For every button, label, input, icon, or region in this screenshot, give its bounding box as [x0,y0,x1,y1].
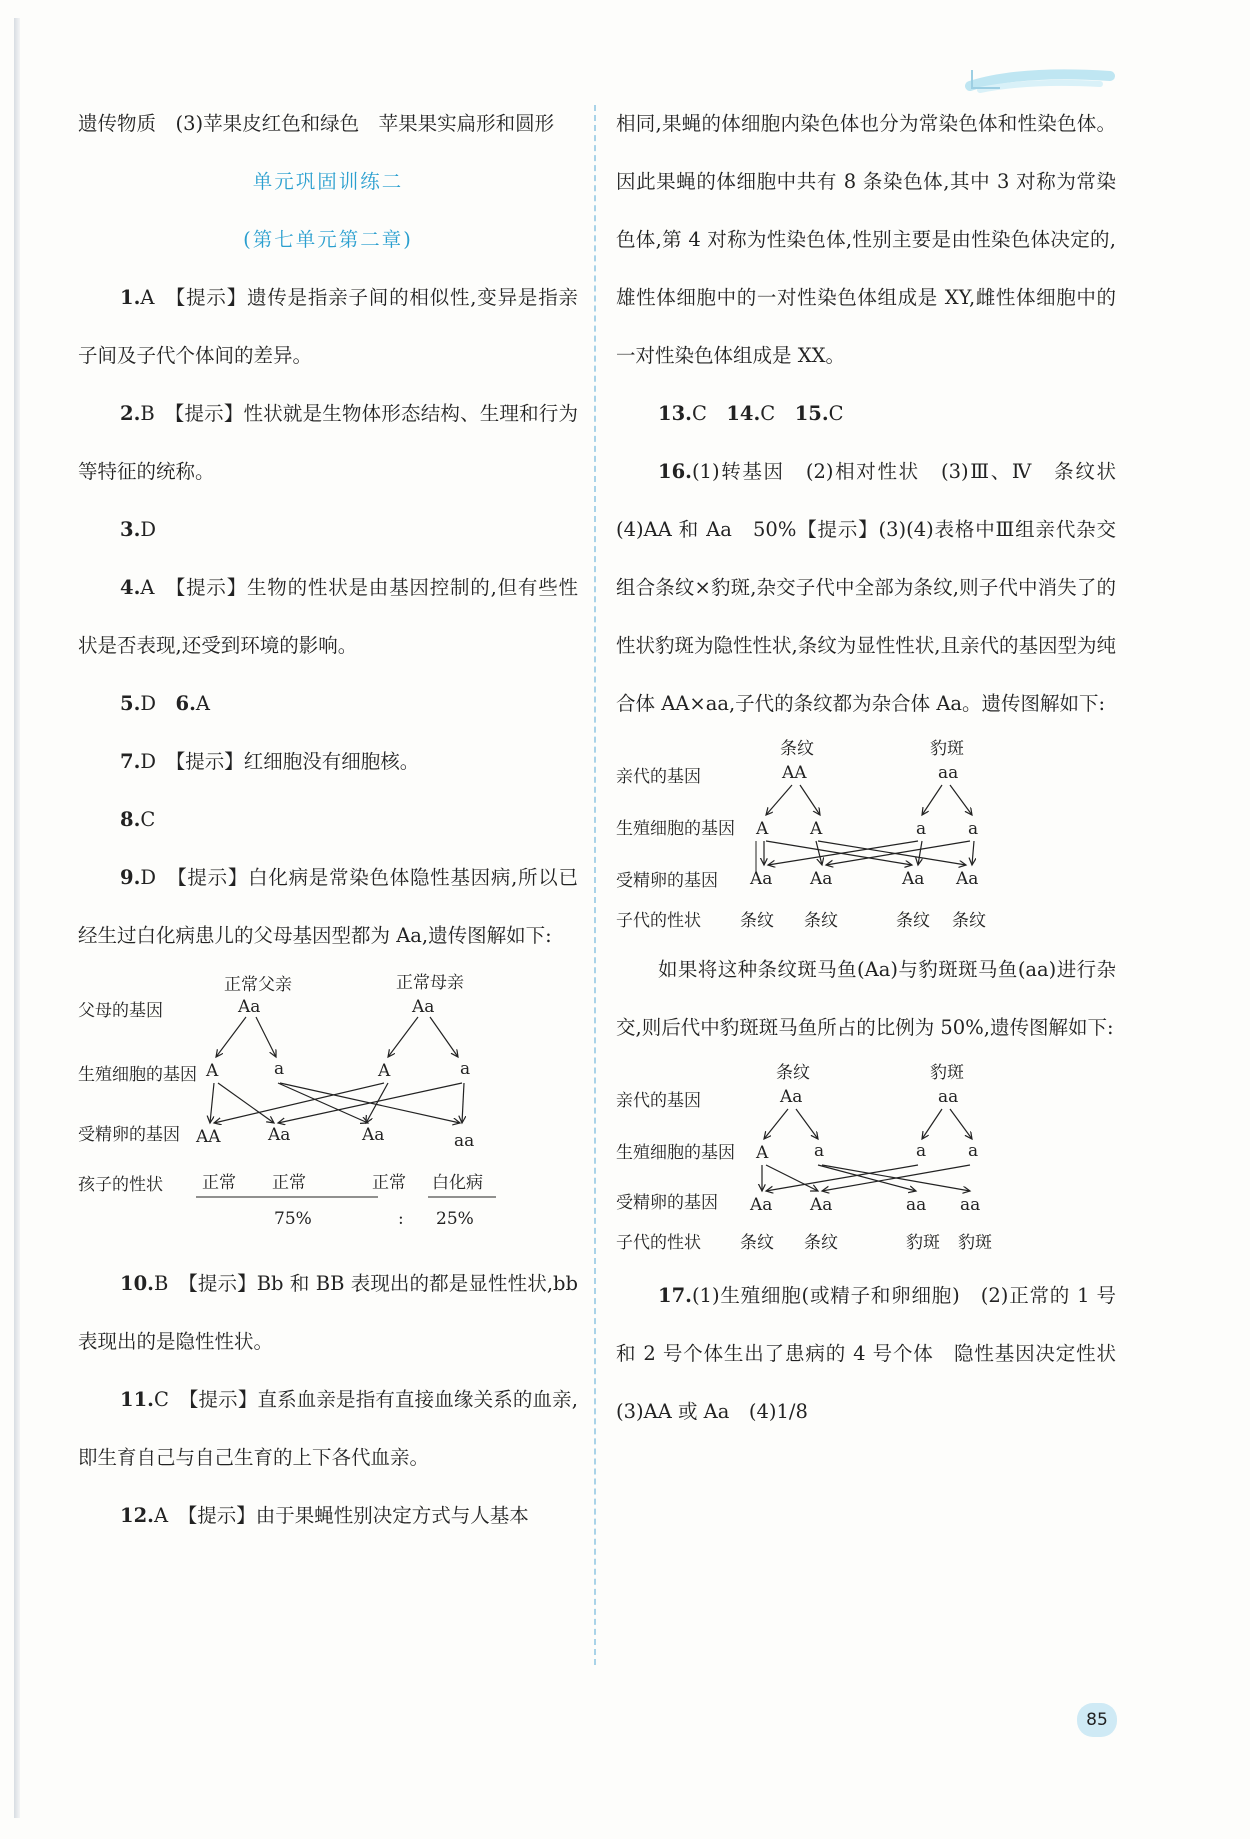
parent2-label: 豹斑 [930,739,964,759]
zygote: Aa [902,869,925,889]
answer-13-15: 13.C 14.C 15.C [658,402,844,425]
parent1-genotype: Aa [780,1087,803,1107]
zygote: Aa [268,1125,291,1145]
parent2-genotype: aa [938,1087,959,1107]
row-label-traits: 孩子的性状 [78,1175,163,1195]
gamete: a [916,819,927,839]
answer-17: 17.(1)生殖细胞(或精子和卵细胞) (2)正常的 1 号和 2 号个体生出了患病的 4 号个体 隐性基因决定性状 (3)AA 或 Aa (4)1/8 [616,1284,1136,1423]
row-label-traits: 子代的性状 [616,1233,701,1253]
zygote: Aa [750,869,773,889]
answer-8: 8.C [120,808,156,831]
section-heading: 单元巩固训练二 [252,170,404,193]
zygote: Aa [810,869,833,889]
gamete: a [460,1059,471,1079]
gamete: a [274,1059,285,1079]
zygote: aa [906,1195,927,1215]
gamete: a [814,1141,825,1161]
gamete: a [968,819,979,839]
right-column [616,95,1136,1441]
answer-3: 3.D [120,518,156,541]
wave-logo-icon [960,62,1120,98]
page-number: 85 [1077,1703,1117,1737]
page-binding-edge [14,18,20,1818]
trait: 豹斑 [958,1233,992,1253]
inheritance-diagram-albinism [78,965,578,1255]
trait: 条纹 [740,1233,774,1253]
row-label-zygotes: 受精卵的基因 [78,1125,180,1145]
trait: 正常 [272,1173,306,1193]
gamete: A [756,819,769,839]
answer-16: 16.(1)转基因 (2)相对性状 (3)Ⅲ、Ⅳ 条纹状 (4)AA 和 Aa 50%【提示】(3)(4)表格中Ⅲ组亲代杂交组合条纹×豹斑,杂交子代中全部为条纹,则子代中消失了的性状豹斑为隐性性状,条纹为显性性状,且亲代的基因型为纯合体 AA×aa,子代的条纹都为杂合体 Aa。遗传图解如下: [616,460,1136,715]
gamete: A [810,819,823,839]
trait: 条纹 [952,911,986,931]
column-divider [594,105,596,1665]
answer-7: 7.D 【提示】红细胞没有细胞核。 [120,750,420,773]
trait: 正常 [372,1173,406,1193]
inheritance-diagram-stripe-hetero [616,1057,1116,1261]
ratio-albino: 25% [436,1209,474,1229]
trait: 条纹 [740,911,774,931]
row-label-parents: 亲代的基因 [616,767,701,787]
row-label-parents: 亲代的基因 [616,1091,701,1111]
father-genotype: Aa [238,997,261,1017]
row-label-parents: 父母的基因 [78,1001,163,1021]
zygote: aa [960,1195,981,1215]
mother-genotype: Aa [412,997,435,1017]
answer-9: 9.D 【提示】白化病是常染色体隐性基因病,所以已经生过白化病患儿的父母基因型都为 Aa,遗传图解如下: [78,866,578,947]
trait: 豹斑 [906,1233,940,1253]
zygote: Aa [956,869,979,889]
zygote: Aa [362,1125,385,1145]
answer-12: 12.A 【提示】由于果蝇性别决定方式与人基本 [120,1504,529,1527]
gamete: A [378,1061,391,1081]
left-column [78,95,578,1545]
section-subheading: (第七单元第二章) [243,228,413,251]
row-label-zygotes: 受精卵的基因 [616,871,718,891]
ratio-normal: 75% [274,1209,312,1229]
trait: 白化病 [432,1173,483,1193]
parent1-genotype: AA [782,763,807,783]
row-label-traits: 子代的性状 [616,911,701,931]
row-label-zygotes: 受精卵的基因 [616,1193,718,1213]
row-label-gametes: 生殖细胞的基因 [78,1065,197,1085]
answer-4: 4.A 【提示】生物的性状是由基因控制的,但有些性状是否表现,还受到环境的影响。 [78,576,578,657]
trait: 正常 [202,1173,236,1193]
mother-label: 正常母亲 [396,973,464,993]
zygote: aa [454,1131,475,1151]
zygote: Aa [750,1195,773,1215]
ratio-separator: : [398,1209,404,1229]
answer-10: 10.B 【提示】Bb 和 BB 表现出的都是显性性状,bb 表现出的是隐性性状。 [78,1272,578,1353]
gamete: a [916,1141,927,1161]
trait: 条纹 [896,911,930,931]
answer-12-continued: 相同,果蝇的体细胞内染色体也分为常染色体和性染色体。因此果蝇的体细胞中共有 8 条染色体,其中 3 对称为常染色体,第 4 对称为性染色体,性别主要是由性染色体决定的,雄性体细胞中的一对性染色体组成是 XY,雌性体细胞中的一对性染色体组成是 XX。 [616,112,1116,367]
answer-1: 1.A 【提示】遗传是指亲子间的相似性,变异是指亲子间及子代个体间的差异。 [78,286,578,367]
row-label-gametes: 生殖细胞的基因 [616,1143,735,1163]
answer-11: 11.C 【提示】直系血亲是指有直接血缘关系的血亲,即生育自己与自己生育的上下各代血亲。 [78,1388,578,1469]
row-label-gametes: 生殖细胞的基因 [616,819,735,839]
gamete: a [968,1141,979,1161]
trait: 条纹 [804,911,838,931]
inheritance-diagram-stripe-pure [616,733,1116,933]
parent1-label: 条纹 [780,739,814,759]
answer-5-6: 5.D 6.A [120,692,210,715]
continuation-text: 遗传物质 (3)苹果皮红色和绿色 苹果果实扁形和圆形 [78,112,555,135]
trait: 条纹 [804,1233,838,1253]
cross-explanation: 如果将这种条纹斑马鱼(Aa)与豹斑斑马鱼(aa)进行杂交,则后代中豹斑斑马鱼所占的比例为 50%,遗传图解如下: [616,958,1116,1039]
zygote: AA [196,1127,221,1147]
parent1-label: 条纹 [776,1063,810,1083]
father-label: 正常父亲 [224,975,292,995]
zygote: Aa [810,1195,833,1215]
parent2-genotype: aa [938,763,959,783]
gamete: A [206,1061,219,1081]
parent2-label: 豹斑 [930,1063,964,1083]
answer-2: 2.B 【提示】性状就是生物体形态结构、生理和行为等特征的统称。 [78,402,578,483]
gamete: A [756,1143,769,1163]
